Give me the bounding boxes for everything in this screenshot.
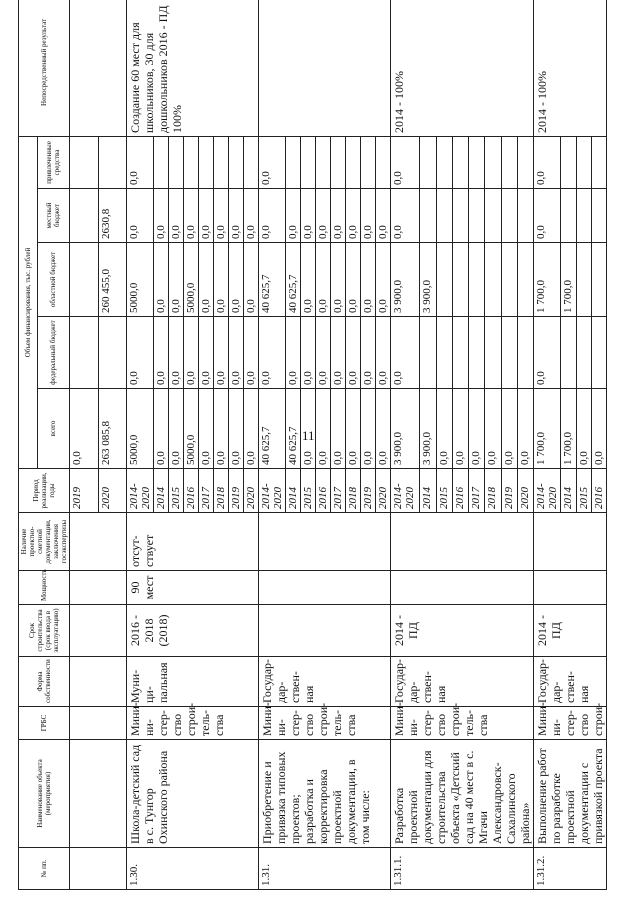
- total-cell: 1 700,0: [534, 389, 561, 469]
- local-cell: 0,0: [184, 189, 199, 243]
- regional-cell: [501, 243, 517, 317]
- ownership-cell: [70, 657, 127, 707]
- federal-cell: [469, 317, 485, 389]
- total-cell: 0,0: [154, 389, 169, 469]
- header-row: [19, 0, 38, 890]
- federal-cell: 0,0: [331, 317, 346, 389]
- regional-cell: 5000,0: [184, 243, 199, 317]
- local-cell: 0,0: [127, 189, 154, 243]
- year-cell: 2014: [286, 469, 301, 513]
- local-cell: 0,0: [214, 189, 229, 243]
- regional-cell: 0,0: [244, 243, 259, 317]
- local-cell: [469, 189, 485, 243]
- year-cell: 2014-2020: [534, 469, 561, 513]
- federal-cell: 0,0: [169, 317, 184, 389]
- other-cell: [98, 136, 127, 188]
- page-number: 11: [302, 428, 315, 443]
- year-cell: 2014-2020: [259, 469, 286, 513]
- header-name: Наименование объекта (мероприятия): [19, 740, 70, 848]
- local-cell: 0,0: [316, 189, 331, 243]
- other-cell: [561, 136, 576, 188]
- table-row: [127, 0, 154, 890]
- regional-cell: 0,0: [301, 243, 316, 317]
- year-cell: 2017: [199, 469, 214, 513]
- other-cell: [154, 136, 169, 188]
- grbs-cell: Мини-ни-стер-ство строи-: [534, 707, 607, 740]
- term-cell: 2014 - ПД: [534, 605, 607, 657]
- result-cell: Создание 60 мест для школьников, 30 для дошкольников 2016 - ПД 100%: [127, 0, 259, 136]
- term-cell: 2014 - ПД: [391, 605, 534, 657]
- row-number: 1.31.: [259, 848, 391, 890]
- year-cell: 2016: [591, 469, 606, 513]
- regional-cell: [70, 243, 99, 317]
- regional-cell: 3 900,0: [391, 243, 420, 317]
- federal-cell: 0,0: [376, 317, 391, 389]
- other-cell: 0,0: [259, 136, 286, 188]
- local-cell: [501, 189, 517, 243]
- federal-cell: 0,0: [184, 317, 199, 389]
- table-row: [391, 0, 420, 890]
- capacity-cell: [534, 571, 607, 605]
- year-cell: 2014: [154, 469, 169, 513]
- table-row: [259, 0, 286, 890]
- local-cell: 0,0: [361, 189, 376, 243]
- other-cell: 0,0: [391, 136, 420, 188]
- federal-cell: 0,0: [316, 317, 331, 389]
- federal-cell: 0,0: [286, 317, 301, 389]
- other-cell: [361, 136, 376, 188]
- total-cell: 0,0: [436, 389, 452, 469]
- other-cell: [331, 136, 346, 188]
- header-regional: областной бюджет: [37, 243, 69, 317]
- federal-cell: 0,0: [534, 317, 561, 389]
- other-cell: [420, 136, 436, 188]
- total-cell: 0,0: [244, 389, 259, 469]
- total-cell: 0,0: [316, 389, 331, 469]
- total-cell: 0,0: [331, 389, 346, 469]
- total-cell: 5000,0: [127, 389, 154, 469]
- total-cell: 0,0: [70, 389, 99, 469]
- year-cell: 2020: [244, 469, 259, 513]
- other-cell: [301, 136, 316, 188]
- year-cell: 2019: [70, 469, 99, 513]
- header-grbs: ГРБС: [19, 707, 70, 740]
- federal-cell: 0,0: [127, 317, 154, 389]
- year-cell: 2020: [517, 469, 533, 513]
- year-cell: 2014: [420, 469, 436, 513]
- federal-cell: 0,0: [259, 317, 286, 389]
- other-cell: [376, 136, 391, 188]
- term-cell: [70, 605, 127, 657]
- grbs-cell: [70, 707, 127, 740]
- regional-cell: 0,0: [361, 243, 376, 317]
- federal-cell: [591, 317, 606, 389]
- local-cell: 0,0: [229, 189, 244, 243]
- regional-cell: 0,0: [316, 243, 331, 317]
- year-cell: 2016: [184, 469, 199, 513]
- total-cell: 0,0: [199, 389, 214, 469]
- total-cell: 0,0: [361, 389, 376, 469]
- local-cell: 0,0: [199, 189, 214, 243]
- federal-cell: [452, 317, 468, 389]
- total-cell: 1 700,0: [561, 389, 576, 469]
- local-cell: 0,0: [301, 189, 316, 243]
- regional-cell: 0,0: [229, 243, 244, 317]
- table-body: [70, 0, 607, 890]
- year-cell: 2015: [436, 469, 452, 513]
- year-cell: 2019: [501, 469, 517, 513]
- total-cell: 3 900,0: [391, 389, 420, 469]
- other-cell: [169, 136, 184, 188]
- year-cell: 2020: [376, 469, 391, 513]
- result-cell: 2014 - 100%: [391, 0, 534, 136]
- total-cell: 40 625,7: [286, 389, 301, 469]
- local-cell: 0,0: [154, 189, 169, 243]
- total-cell: 0,0: [169, 389, 184, 469]
- federal-cell: 0,0: [361, 317, 376, 389]
- row-number: 1.30.: [127, 848, 259, 890]
- regional-cell: 0,0: [331, 243, 346, 317]
- total-cell: 5000,0: [184, 389, 199, 469]
- local-cell: 2630,8: [98, 189, 127, 243]
- regional-cell: [452, 243, 468, 317]
- total-cell: 0,0: [346, 389, 361, 469]
- local-cell: [561, 189, 576, 243]
- psd-cell: [70, 513, 127, 571]
- regional-cell: 1 700,0: [561, 243, 576, 317]
- total-cell: 0,0: [485, 389, 501, 469]
- regional-cell: [469, 243, 485, 317]
- other-cell: [469, 136, 485, 188]
- header-term: Срок строительства (срок ввода в эксплуатацию): [19, 605, 70, 657]
- regional-cell: 0,0: [199, 243, 214, 317]
- total-cell: 3 900,0: [420, 389, 436, 469]
- local-cell: [436, 189, 452, 243]
- other-cell: [214, 136, 229, 188]
- regional-cell: [576, 243, 591, 317]
- total-cell: 40 625,7: [259, 389, 286, 469]
- local-cell: [591, 189, 606, 243]
- header-result: Непосредственный результат: [19, 0, 70, 136]
- other-cell: 0,0: [127, 136, 154, 188]
- federal-cell: [70, 317, 99, 389]
- local-cell: [452, 189, 468, 243]
- regional-cell: 0,0: [376, 243, 391, 317]
- regional-cell: [517, 243, 533, 317]
- total-cell: 0,0: [469, 389, 485, 469]
- total-cell: 0,0: [229, 389, 244, 469]
- year-cell: 2019: [229, 469, 244, 513]
- ownership-cell: Государ-дар-ствен-ная: [391, 657, 534, 707]
- local-cell: 0,0: [331, 189, 346, 243]
- federal-cell: [501, 317, 517, 389]
- object-name: [70, 740, 127, 848]
- regional-cell: [591, 243, 606, 317]
- local-cell: [420, 189, 436, 243]
- grbs-cell: Мини-ни-стер-ство строи-тель-ства: [391, 707, 534, 740]
- object-name: Разработка проектной документации для строительства объекта «Детский сад на 40 мест в с. Мгачи Александровск-Сахалинского района»: [391, 740, 534, 848]
- header-no: № пп.: [19, 848, 70, 890]
- grbs-cell: Мини-ни-стер-ство строи-тель-ства: [127, 707, 259, 740]
- ownership-cell: Муни-ци-пальная: [127, 657, 259, 707]
- local-cell: [517, 189, 533, 243]
- total-cell: 0,0: [376, 389, 391, 469]
- psd-cell: [391, 513, 534, 571]
- local-cell: 0,0: [286, 189, 301, 243]
- header-federal: федеральный бюджет: [37, 317, 69, 389]
- row-number: 1.31.1.: [391, 848, 534, 890]
- year-cell: 2019: [361, 469, 376, 513]
- regional-cell: 0,0: [154, 243, 169, 317]
- federal-cell: 0,0: [244, 317, 259, 389]
- total-cell: 0,0: [301, 389, 316, 469]
- header-total: всего: [37, 389, 69, 469]
- local-cell: 0,0: [259, 189, 286, 243]
- other-cell: [346, 136, 361, 188]
- term-cell: 2016 - 2018 (2018): [127, 605, 259, 657]
- psd-cell: отсут-ствует: [127, 513, 259, 571]
- year-cell: 2017: [331, 469, 346, 513]
- year-cell: 2018: [346, 469, 361, 513]
- local-cell: 0,0: [534, 189, 561, 243]
- federal-cell: 0,0: [229, 317, 244, 389]
- federal-cell: [436, 317, 452, 389]
- year-cell: 2018: [214, 469, 229, 513]
- capacity-cell: [259, 571, 391, 605]
- regional-cell: 40 625,7: [259, 243, 286, 317]
- capacity-cell: [391, 571, 534, 605]
- other-cell: [199, 136, 214, 188]
- federal-cell: [517, 317, 533, 389]
- local-cell: 0,0: [346, 189, 361, 243]
- result-cell: [259, 0, 391, 136]
- other-cell: [517, 136, 533, 188]
- year-cell: 2014: [561, 469, 576, 513]
- year-cell: 2015: [576, 469, 591, 513]
- program-table: [18, 0, 607, 890]
- other-cell: [501, 136, 517, 188]
- other-cell: 0,0: [534, 136, 561, 188]
- total-cell: 0,0: [452, 389, 468, 469]
- regional-cell: [436, 243, 452, 317]
- total-cell: 0,0: [591, 389, 606, 469]
- capacity-cell: [70, 571, 127, 605]
- local-cell: 0,0: [244, 189, 259, 243]
- federal-cell: 0,0: [154, 317, 169, 389]
- year-cell: 2018: [485, 469, 501, 513]
- header-local: местный бюджет: [37, 189, 69, 243]
- year-cell: 2016: [452, 469, 468, 513]
- year-cell: 2020: [98, 469, 127, 513]
- other-cell: [576, 136, 591, 188]
- other-cell: [436, 136, 452, 188]
- federal-cell: 0,0: [301, 317, 316, 389]
- federal-cell: 0,0: [199, 317, 214, 389]
- psd-cell: [534, 513, 607, 571]
- total-cell: 0,0: [576, 389, 591, 469]
- other-cell: [244, 136, 259, 188]
- federal-cell: [98, 317, 127, 389]
- object-name: Приобретение и привязка типовых проектов; разработка и корректировка проектной документации, в том числе:: [259, 740, 391, 848]
- federal-cell: [420, 317, 436, 389]
- total-cell: 263 085,8: [98, 389, 127, 469]
- year-cell: 2014-2020: [127, 469, 154, 513]
- other-cell: [184, 136, 199, 188]
- federal-cell: 0,0: [214, 317, 229, 389]
- total-cell: 0,0: [501, 389, 517, 469]
- term-cell: [259, 605, 391, 657]
- other-cell: [286, 136, 301, 188]
- local-cell: [70, 189, 99, 243]
- header-period: Период реализации, годы: [19, 469, 70, 513]
- other-cell: [591, 136, 606, 188]
- result-cell: 2014 - 100%: [534, 0, 607, 136]
- regional-cell: 260 455,0: [98, 243, 127, 317]
- ownership-cell: Государ-дар-ствен-ная: [534, 657, 607, 707]
- regional-cell: 0,0: [214, 243, 229, 317]
- federal-cell: [485, 317, 501, 389]
- result-cell: [70, 0, 127, 136]
- regional-cell: 3 900,0: [420, 243, 436, 317]
- object-name: Школа-детский сад в с. Тунгор Охинского района: [127, 740, 259, 848]
- table-row: [70, 0, 99, 890]
- header-capacity: Мощность: [19, 571, 70, 605]
- ownership-cell: Государ-дар-ствен-ная: [259, 657, 391, 707]
- regional-cell: 0,0: [169, 243, 184, 317]
- psd-cell: [259, 513, 391, 571]
- regional-cell: [485, 243, 501, 317]
- row-number: [70, 848, 127, 890]
- regional-cell: 0,0: [346, 243, 361, 317]
- other-cell: [70, 136, 99, 188]
- federal-cell: 0,0: [346, 317, 361, 389]
- regional-cell: 40 625,7: [286, 243, 301, 317]
- year-cell: 2017: [469, 469, 485, 513]
- year-cell: 2014-2020: [391, 469, 420, 513]
- federal-cell: 0,0: [391, 317, 420, 389]
- local-cell: [576, 189, 591, 243]
- local-cell: [485, 189, 501, 243]
- year-cell: 2015: [301, 469, 316, 513]
- local-cell: 0,0: [391, 189, 420, 243]
- other-cell: [316, 136, 331, 188]
- federal-cell: [561, 317, 576, 389]
- table-row: [534, 0, 561, 890]
- grbs-cell: Мини-ни-стер-ство строи-тель-ства: [259, 707, 391, 740]
- other-cell: [229, 136, 244, 188]
- other-cell: [485, 136, 501, 188]
- header-financing: Объем финансирования, тыс. рублей: [19, 136, 38, 468]
- federal-cell: [576, 317, 591, 389]
- row-number: 1.31.2.: [534, 848, 607, 890]
- other-cell: [452, 136, 468, 188]
- regional-cell: 1 700,0: [534, 243, 561, 317]
- year-cell: 2015: [169, 469, 184, 513]
- total-cell: 0,0: [214, 389, 229, 469]
- header-ownership: Форма собственности: [19, 657, 70, 707]
- total-cell: 0,0: [517, 389, 533, 469]
- local-cell: 0,0: [376, 189, 391, 243]
- header-psd: Наличие проектно-сметной документации, заключения госэкспертизы: [19, 513, 70, 571]
- regional-cell: 5000,0: [127, 243, 154, 317]
- header-other: привлеченные средства: [37, 136, 69, 188]
- year-cell: 2016: [316, 469, 331, 513]
- capacity-cell: 90 мест: [127, 571, 259, 605]
- local-cell: 0,0: [169, 189, 184, 243]
- object-name: Выполнение работ по разработке проектной документации с привязкой проекта: [534, 740, 607, 848]
